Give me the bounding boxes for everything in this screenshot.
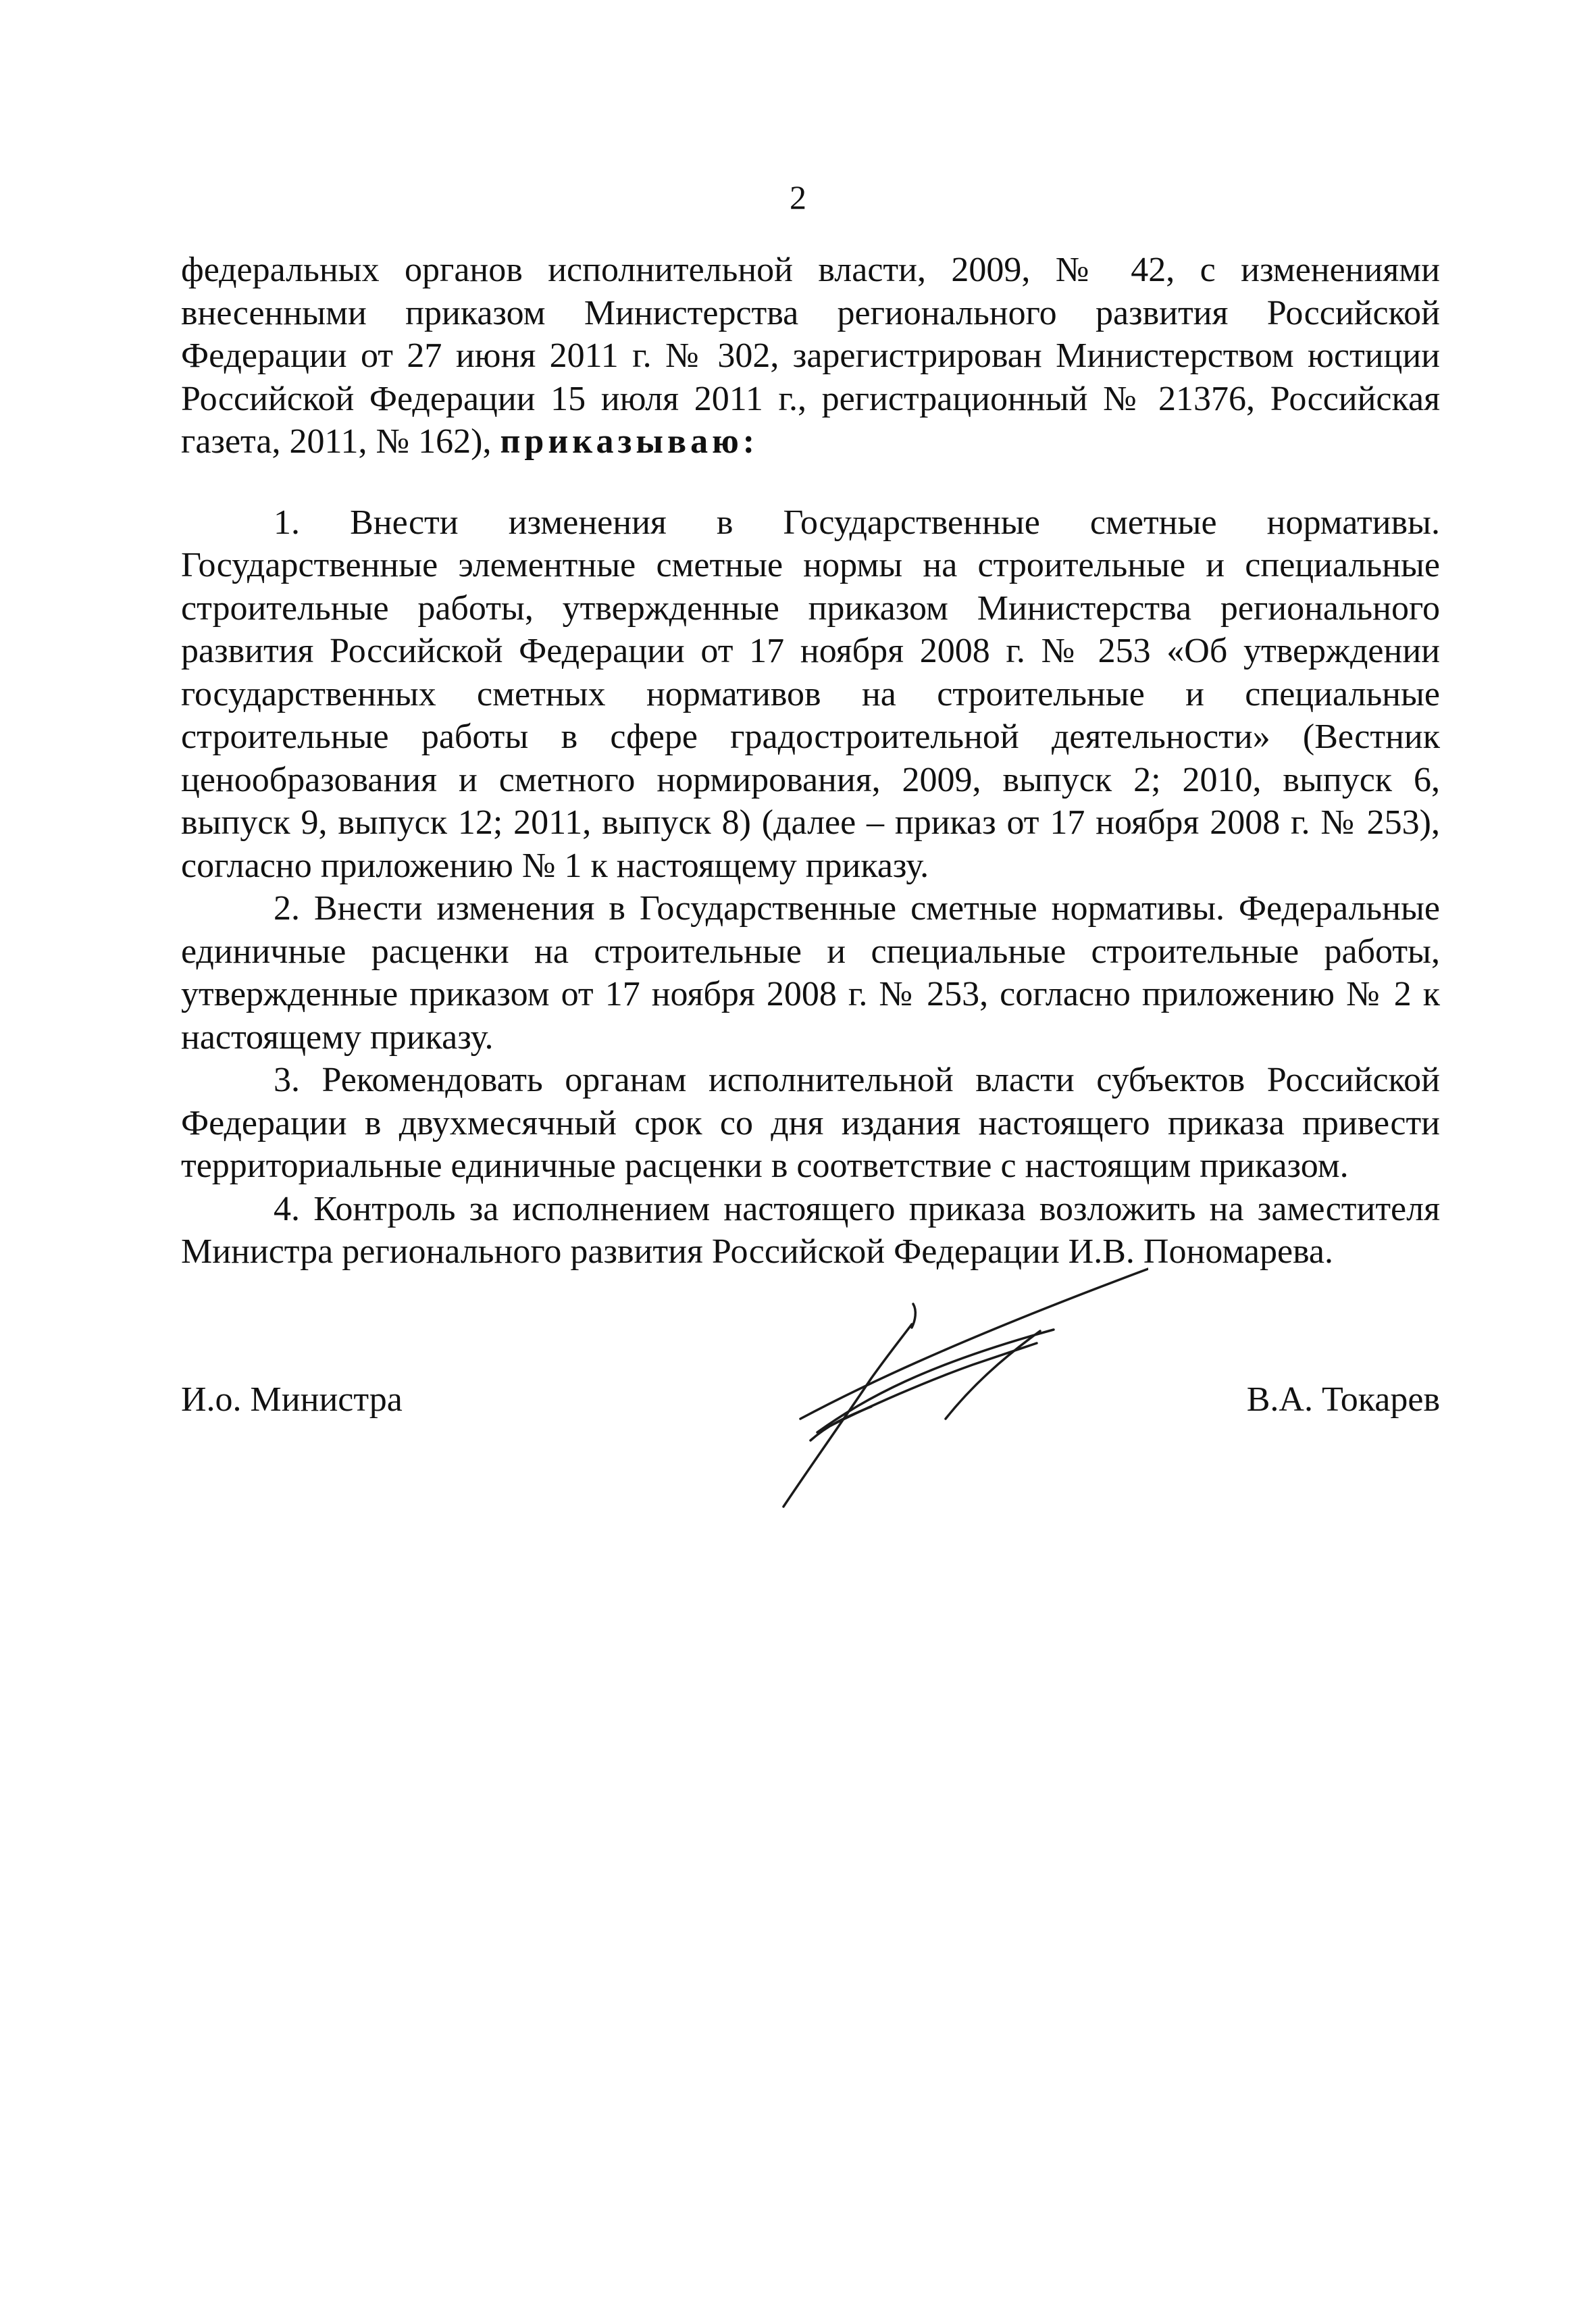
page-number: 2 bbox=[790, 178, 806, 216]
order-item-1: 1. Внести изменения в Государственные сметные нормативы. Государственные элементные сметные нормы на строительные и специальные строительные работы, утвержденные приказом Министерства регионального развития Российской Федерации от 17 ноября 2008 г. № 253 «Об утверждении государственных сметных нормативов на строительные и специальные строительные работы в сфере градостроительной деятельности» (Вестник ценообразования и сметного нормирования, 2009, выпуск 2; 2010, выпуск 6, выпуск 9, выпуск 12; 2011, выпуск 8) (далее – приказ от 17 ноября 2008 г. № 253), согласно приложению № 1 к настоящему приказу. bbox=[181, 503, 1440, 885]
intro-paragraph bbox=[181, 249, 1440, 463]
handwritten-signature bbox=[770, 1263, 1148, 1527]
order-item-4: 4. Контроль за исполнением настоящего приказа возложить на заместителя Министра регионального развития Российской Федерации И.В. Пономарева. bbox=[181, 1189, 1440, 1271]
order-item-3: 3. Рекомендовать органам исполнительной власти субъектов Российской Федерации в двухмесячный срок со дня издания настоящего приказа привести территориальные единичные расценки в соответствие с настоящим приказом. bbox=[181, 1061, 1440, 1185]
signer-position: И.о. Министра bbox=[181, 1380, 403, 1419]
order-item-2: 2. Внести изменения в Государственные сметные нормативы. Федеральные единичные расценки на строительные и специальные строительные работы, утвержденные приказом от 17 ноября 2008 г. № 253, согласно приложению № 2 к настоящему приказу. bbox=[181, 889, 1440, 1057]
document-body bbox=[181, 249, 1440, 1274]
command-word: приказываю: bbox=[500, 422, 759, 461]
intro-text: федеральных органов исполнительной власти, 2009, № 42, с изменениями внесенными приказом Министерства регионального развития Российской Федерации от 27 июня 2011 г. № 302, зарегистрирован Министерством юстиции Российской Федерации 15 июля 2011 г., регистрационный № 21376, Российская газета, 2011, № 162), bbox=[181, 251, 1440, 461]
signer-name: В.А. Токарев bbox=[1246, 1380, 1440, 1419]
